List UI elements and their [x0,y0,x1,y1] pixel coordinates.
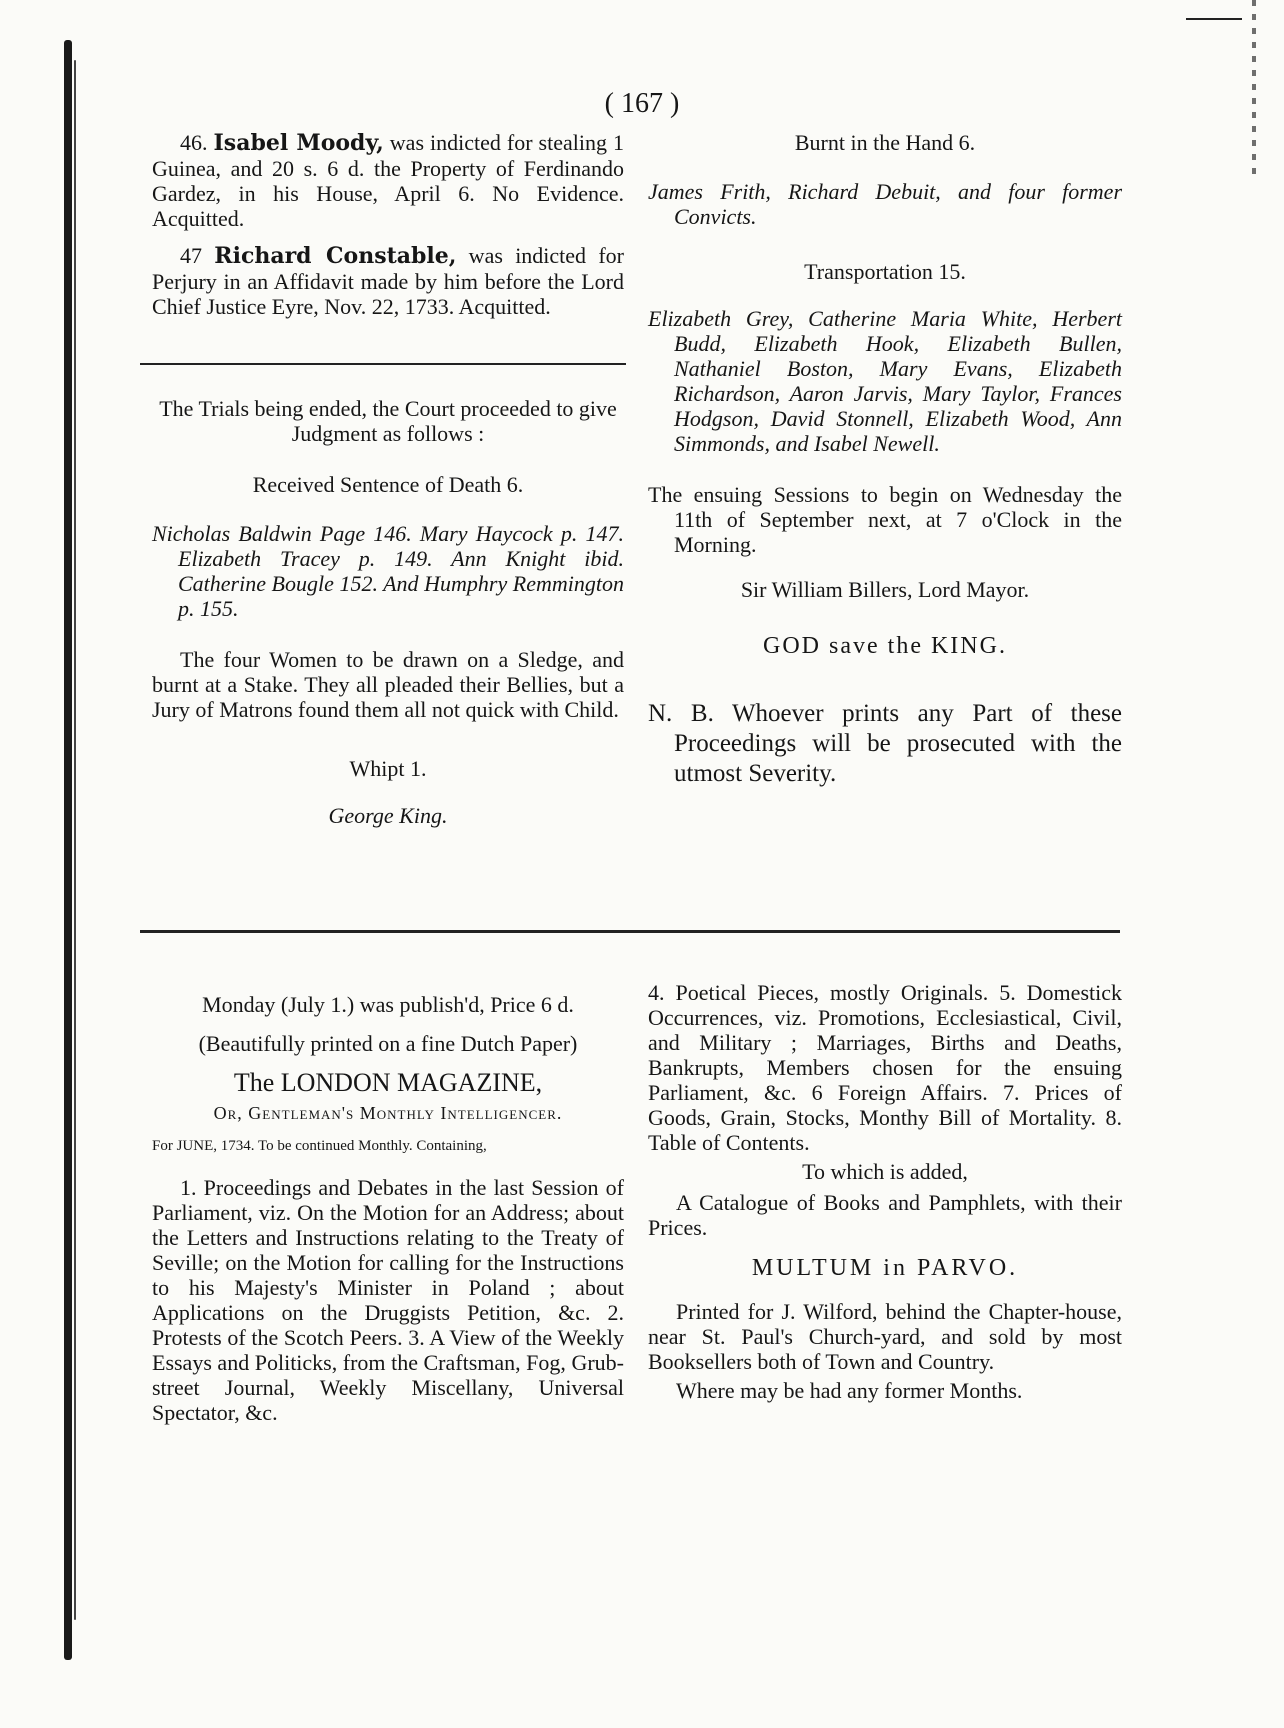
binding-shadow-inner [74,60,76,1620]
whipt-heading: Whipt 1. [349,756,427,781]
left-column-upper [152,130,624,319]
binding-shadow [64,40,72,1660]
trial-entry-47 [152,243,624,319]
magazine-subtitle: Or, Gentleman's Monthly Intelligencer. [213,1103,563,1123]
trial-number: 46. [180,130,208,155]
transport-names: Elizabeth Grey, Catherine Maria White, Herbert Budd, Elizabeth Hook, Elizabeth Bullen, Nathaniel Boston, Mary Evans, Elizabeth Richardson, Aaron Jarvis, Mary Taylor, Frances Hodgson, David Stonnell, Elizabeth Wood, Ann Simmonds, and Isabel Newell. [648,306,1122,456]
left-column-judgment [152,396,624,828]
contents-left: 1. Proceedings and Debates in the last Session of Parliament, viz. On the Motion for an Address; about the Letters and Instructions relating to the Treaty of Seville; on the Motion for calling for the Instructions to his Majesty's Minister in Poland ; about Applications on the Druggists Petition, &c. 2. Protests of the Scotch Peers. 3. A View of the Weekly Essays and Politicks, from the Craftsman, Fog, Grub-street Journal, Weekly Miscellany, Universal Spectator, &c. [152,1175,624,1425]
death-list: Nicholas Baldwin Page 146. Mary Haycock p. 147. Elizabeth Tracey p. 149. Ann Knight ibid. Catherine Bougle 152. And Humphry Remmington p. 155. [152,521,624,621]
page-divider [140,930,1120,933]
advert-paper: (Beautifully printed on a fine Dutch Paper) [198,1031,578,1056]
advert-added: To which is added, [802,1159,968,1184]
trial-text: was indicted for stealing 1 Guinea, and 20 s. 6 d. the Property of Ferdinando Gardez, in his House, April 6. No Evidence. Acquitted. [152,130,624,231]
advert-right-column [648,980,1122,1403]
god-save-the-king: GOD save the KING. [763,633,1007,659]
advert-printed: Printed for J. Wilford, behind the Chapter-house, near St. Paul's Church-yard, and sold by most Booksellers both of Town and Country. [648,1299,1122,1374]
advert-published: Monday (July 1.) was publish'd, Price 6 d. [202,992,574,1017]
magazine-title: The LONDON MAGAZINE, [233,1068,543,1097]
contents-right: 4. Poetical Pieces, mostly Originals. 5. Domestick Occurrences, viz. Promotions, Ecclesiastical, Civil, and Military ; Marriages, Births and Deaths, Bankrupts, Members chosen for the ensuing Parliament, &c. 6 Foreign Affairs. 7. Prices of Goods, Grain, Stocks, Monthy Bill of Mortality. 8. Table of Contents. [648,980,1122,1155]
right-column-upper [648,130,1122,789]
sessions-notice: The ensuing Sessions to begin on Wednesday the 11th of September next, at 7 o'Clock in the Morning. [648,482,1122,557]
advert-former: Where may be had any former Months. [676,1378,1023,1403]
lord-mayor: Sir William Billers, Lord Mayor. [740,577,1030,602]
death-heading: Received Sentence of Death 6. [252,472,524,497]
defendant-name: Isabel Moody, [213,130,384,156]
burnt-names: James Frith, Richard Debuit, and four former Convicts. [648,179,1122,229]
burnt-heading: Burnt in the Hand 6. [794,130,976,155]
trial-text: was indicted for Perjury in an Affidavit made by him before the Lord Chief Justice Eyre, Nov. 22, 1733. Acquitted. [152,243,625,319]
judgment-intro: The Trials being ended, the Court proceeded to give Judgment as follows : [159,396,617,446]
women-note: The four Women to be drawn on a Sledge, and burnt at a Stake. They all pleaded their Bellies, but a Jury of Matrons found them all not quick with Child. [152,647,624,722]
defendant-name: Richard Constable, [214,243,457,269]
advert-catalogue: A Catalogue of Books and Pamphlets, with their Prices. [648,1190,1122,1240]
advert-left-column [152,992,624,1425]
advert-motto: MULTUM in PARVO. [751,1255,1019,1281]
trial-entry-46 [152,130,624,231]
magazine-issue: For JUNE, 1734. To be continued Monthly. Containing, [152,1138,487,1154]
section-divider [140,363,626,365]
scan-mark [1186,18,1242,20]
nb-notice: N. B. Whoever prints any Part of these Proceedings will be prosecuted with the utmost Severity. [648,700,1122,787]
transport-heading: Transportation 15. [804,259,966,284]
page-number: ( 167 ) [604,88,680,119]
trial-number: 47 [180,243,202,268]
whipt-name: George King. [328,803,448,828]
